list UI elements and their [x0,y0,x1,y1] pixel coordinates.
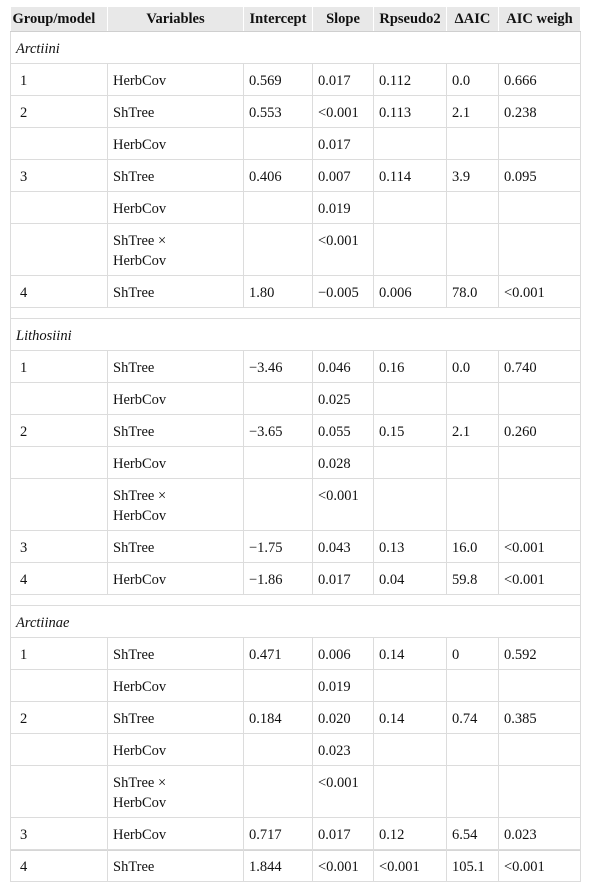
rpseudo2-cell: <0.001 [374,850,447,882]
table-row [11,670,581,702]
delta-aic-cell [447,670,499,702]
table-row [11,192,581,224]
model-number-cell: 4 [11,276,108,308]
slope-cell: 0.020 [313,702,374,734]
group-name: Arctiini [11,32,581,64]
model-number-cell: 4 [11,850,108,882]
aic-weight-cell [499,192,581,224]
aic-weight-cell: 0.666 [499,64,581,96]
slope-cell: 0.007 [313,160,374,192]
delta-aic-cell: 2.1 [447,415,499,447]
slope-cell: 0.019 [313,670,374,702]
intercept-cell [244,192,313,224]
slope-cell: <0.001 [313,96,374,128]
model-number-cell: 2 [11,415,108,447]
model-number-cell: 1 [11,64,108,96]
rpseudo2-cell [374,383,447,415]
table-row [11,479,581,531]
rpseudo2-cell [374,192,447,224]
table-row [11,702,581,734]
model-number-cell [11,479,108,531]
slope-cell: 0.028 [313,447,374,479]
table-row [11,766,581,818]
rpseudo2-cell [374,766,447,818]
header-intercept: Intercept [244,7,313,32]
variables-cell: ShTree [108,96,244,128]
intercept-cell: 1.80 [244,276,313,308]
delta-aic-cell [447,128,499,160]
variables-cell: HerbCov [108,670,244,702]
variables-cell: ShTree [108,531,244,563]
rpseudo2-cell: 0.114 [374,160,447,192]
intercept-cell: −3.46 [244,351,313,383]
model-number-cell [11,766,108,818]
table-row [11,128,581,160]
intercept-cell [244,383,313,415]
slope-cell: 0.017 [313,64,374,96]
delta-aic-cell [447,447,499,479]
delta-aic-cell: 59.8 [447,563,499,595]
slope-cell: 0.017 [313,818,374,850]
rpseudo2-cell [374,670,447,702]
model-results-table [10,7,581,882]
intercept-cell: 0.717 [244,818,313,850]
delta-aic-cell [447,192,499,224]
rpseudo2-cell: 0.006 [374,276,447,308]
table-row [11,64,581,96]
table-row [11,160,581,192]
variables-cell: ShTree [108,160,244,192]
aic-weight-cell [499,734,581,766]
table-row [11,563,581,595]
table-header [11,7,581,32]
header-delta-aic: ΔAIC [447,7,499,32]
table-row [11,638,581,670]
table-row [11,415,581,447]
slope-cell: −0.005 [313,276,374,308]
aic-weight-cell: 0.385 [499,702,581,734]
table-row [11,96,581,128]
aic-weight-cell: 0.740 [499,351,581,383]
slope-cell: 0.023 [313,734,374,766]
intercept-cell [244,224,313,276]
delta-aic-cell: 2.1 [447,96,499,128]
slope-cell: <0.001 [313,479,374,531]
rpseudo2-cell: 0.16 [374,351,447,383]
model-number-cell: 3 [11,160,108,192]
model-number-cell [11,447,108,479]
table-row [11,818,581,850]
model-number-cell: 2 [11,702,108,734]
delta-aic-cell [447,734,499,766]
model-number-cell [11,128,108,160]
variables-cell: HerbCov [108,818,244,850]
variables-cell: HerbCov [108,563,244,595]
delta-aic-cell [447,383,499,415]
variables-cell: HerbCov [108,192,244,224]
header-group-model: Group/model [11,7,108,32]
rpseudo2-cell [374,479,447,531]
delta-aic-cell: 0 [447,638,499,670]
aic-weight-cell: <0.001 [499,850,581,882]
intercept-cell: 0.553 [244,96,313,128]
intercept-cell: 0.569 [244,64,313,96]
variables-cell: ShTree [108,702,244,734]
variables-cell: ShTree × HerbCov [108,479,244,531]
model-number-cell [11,670,108,702]
aic-weight-cell: 0.260 [499,415,581,447]
slope-cell: 0.043 [313,531,374,563]
slope-cell: 0.025 [313,383,374,415]
model-number-cell: 4 [11,563,108,595]
intercept-cell: −1.75 [244,531,313,563]
delta-aic-cell: 78.0 [447,276,499,308]
header-aic-weight: AIC weigh [499,7,581,32]
table-body [11,32,581,882]
rpseudo2-cell: 0.13 [374,531,447,563]
aic-weight-cell: 0.095 [499,160,581,192]
group-heading-row [11,319,581,351]
aic-weight-cell [499,383,581,415]
group-spacer-row [11,308,581,319]
delta-aic-cell: 6.54 [447,818,499,850]
spacer-cell [11,308,581,319]
variables-cell: ShTree [108,415,244,447]
rpseudo2-cell: 0.15 [374,415,447,447]
aic-weight-cell: 0.023 [499,818,581,850]
intercept-cell [244,447,313,479]
rpseudo2-cell [374,734,447,766]
aic-weight-cell [499,670,581,702]
aic-weight-cell: <0.001 [499,276,581,308]
header-slope: Slope [313,7,374,32]
model-number-cell [11,734,108,766]
delta-aic-cell: 0.74 [447,702,499,734]
intercept-cell [244,670,313,702]
delta-aic-cell: 16.0 [447,531,499,563]
slope-cell: 0.055 [313,415,374,447]
results-table-container [10,7,580,875]
aic-weight-cell [499,447,581,479]
delta-aic-cell: 0.0 [447,64,499,96]
rpseudo2-cell: 0.12 [374,818,447,850]
slope-cell: 0.017 [313,563,374,595]
table-row [11,531,581,563]
slope-cell: <0.001 [313,850,374,882]
aic-weight-cell [499,224,581,276]
intercept-cell: 1.844 [244,850,313,882]
intercept-cell: −1.86 [244,563,313,595]
slope-cell: 0.017 [313,128,374,160]
slope-cell: <0.001 [313,766,374,818]
table-row [11,734,581,766]
delta-aic-cell: 105.1 [447,850,499,882]
rpseudo2-cell: 0.112 [374,64,447,96]
intercept-cell: 0.184 [244,702,313,734]
header-row [11,7,581,32]
model-number-cell: 3 [11,531,108,563]
rpseudo2-cell [374,128,447,160]
model-number-cell: 3 [11,818,108,850]
group-name: Arctiinae [11,606,581,638]
variables-cell: ShTree [108,276,244,308]
delta-aic-cell [447,479,499,531]
variables-cell: HerbCov [108,64,244,96]
table-row [11,351,581,383]
rpseudo2-cell: 0.14 [374,638,447,670]
spacer-cell [11,595,581,606]
aic-weight-cell: 0.592 [499,638,581,670]
intercept-cell: 0.406 [244,160,313,192]
table-row [11,224,581,276]
variables-cell: HerbCov [108,734,244,766]
model-number-cell [11,383,108,415]
rpseudo2-cell: 0.04 [374,563,447,595]
intercept-cell: −3.65 [244,415,313,447]
variables-cell: ShTree [108,351,244,383]
variables-cell: ShTree × HerbCov [108,766,244,818]
intercept-cell [244,734,313,766]
intercept-cell: 0.471 [244,638,313,670]
aic-weight-cell [499,479,581,531]
table-row [11,850,581,882]
aic-weight-cell: 0.238 [499,96,581,128]
intercept-cell [244,766,313,818]
delta-aic-cell [447,224,499,276]
aic-weight-cell: <0.001 [499,563,581,595]
model-number-cell [11,224,108,276]
slope-cell: 0.006 [313,638,374,670]
aic-weight-cell: <0.001 [499,531,581,563]
slope-cell: 0.046 [313,351,374,383]
variables-cell: ShTree [108,638,244,670]
rpseudo2-cell: 0.113 [374,96,447,128]
variables-cell: HerbCov [108,128,244,160]
table-row [11,383,581,415]
intercept-cell [244,479,313,531]
variables-cell: HerbCov [108,383,244,415]
model-number-cell: 2 [11,96,108,128]
slope-cell: 0.019 [313,192,374,224]
delta-aic-cell: 3.9 [447,160,499,192]
intercept-cell [244,128,313,160]
header-rpseudo2: Rpseudo2 [374,7,447,32]
rpseudo2-cell [374,224,447,276]
group-heading-row [11,32,581,64]
model-number-cell: 1 [11,351,108,383]
variables-cell: ShTree [108,850,244,882]
variables-cell: HerbCov [108,447,244,479]
table-row [11,447,581,479]
rpseudo2-cell [374,447,447,479]
rpseudo2-cell: 0.14 [374,702,447,734]
group-name: Lithosiini [11,319,581,351]
group-heading-row [11,606,581,638]
delta-aic-cell: 0.0 [447,351,499,383]
slope-cell: <0.001 [313,224,374,276]
model-number-cell: 1 [11,638,108,670]
variables-cell: ShTree × HerbCov [108,224,244,276]
table-row [11,276,581,308]
model-number-cell [11,192,108,224]
header-variables: Variables [108,7,244,32]
delta-aic-cell [447,766,499,818]
aic-weight-cell [499,766,581,818]
aic-weight-cell [499,128,581,160]
group-spacer-row [11,595,581,606]
